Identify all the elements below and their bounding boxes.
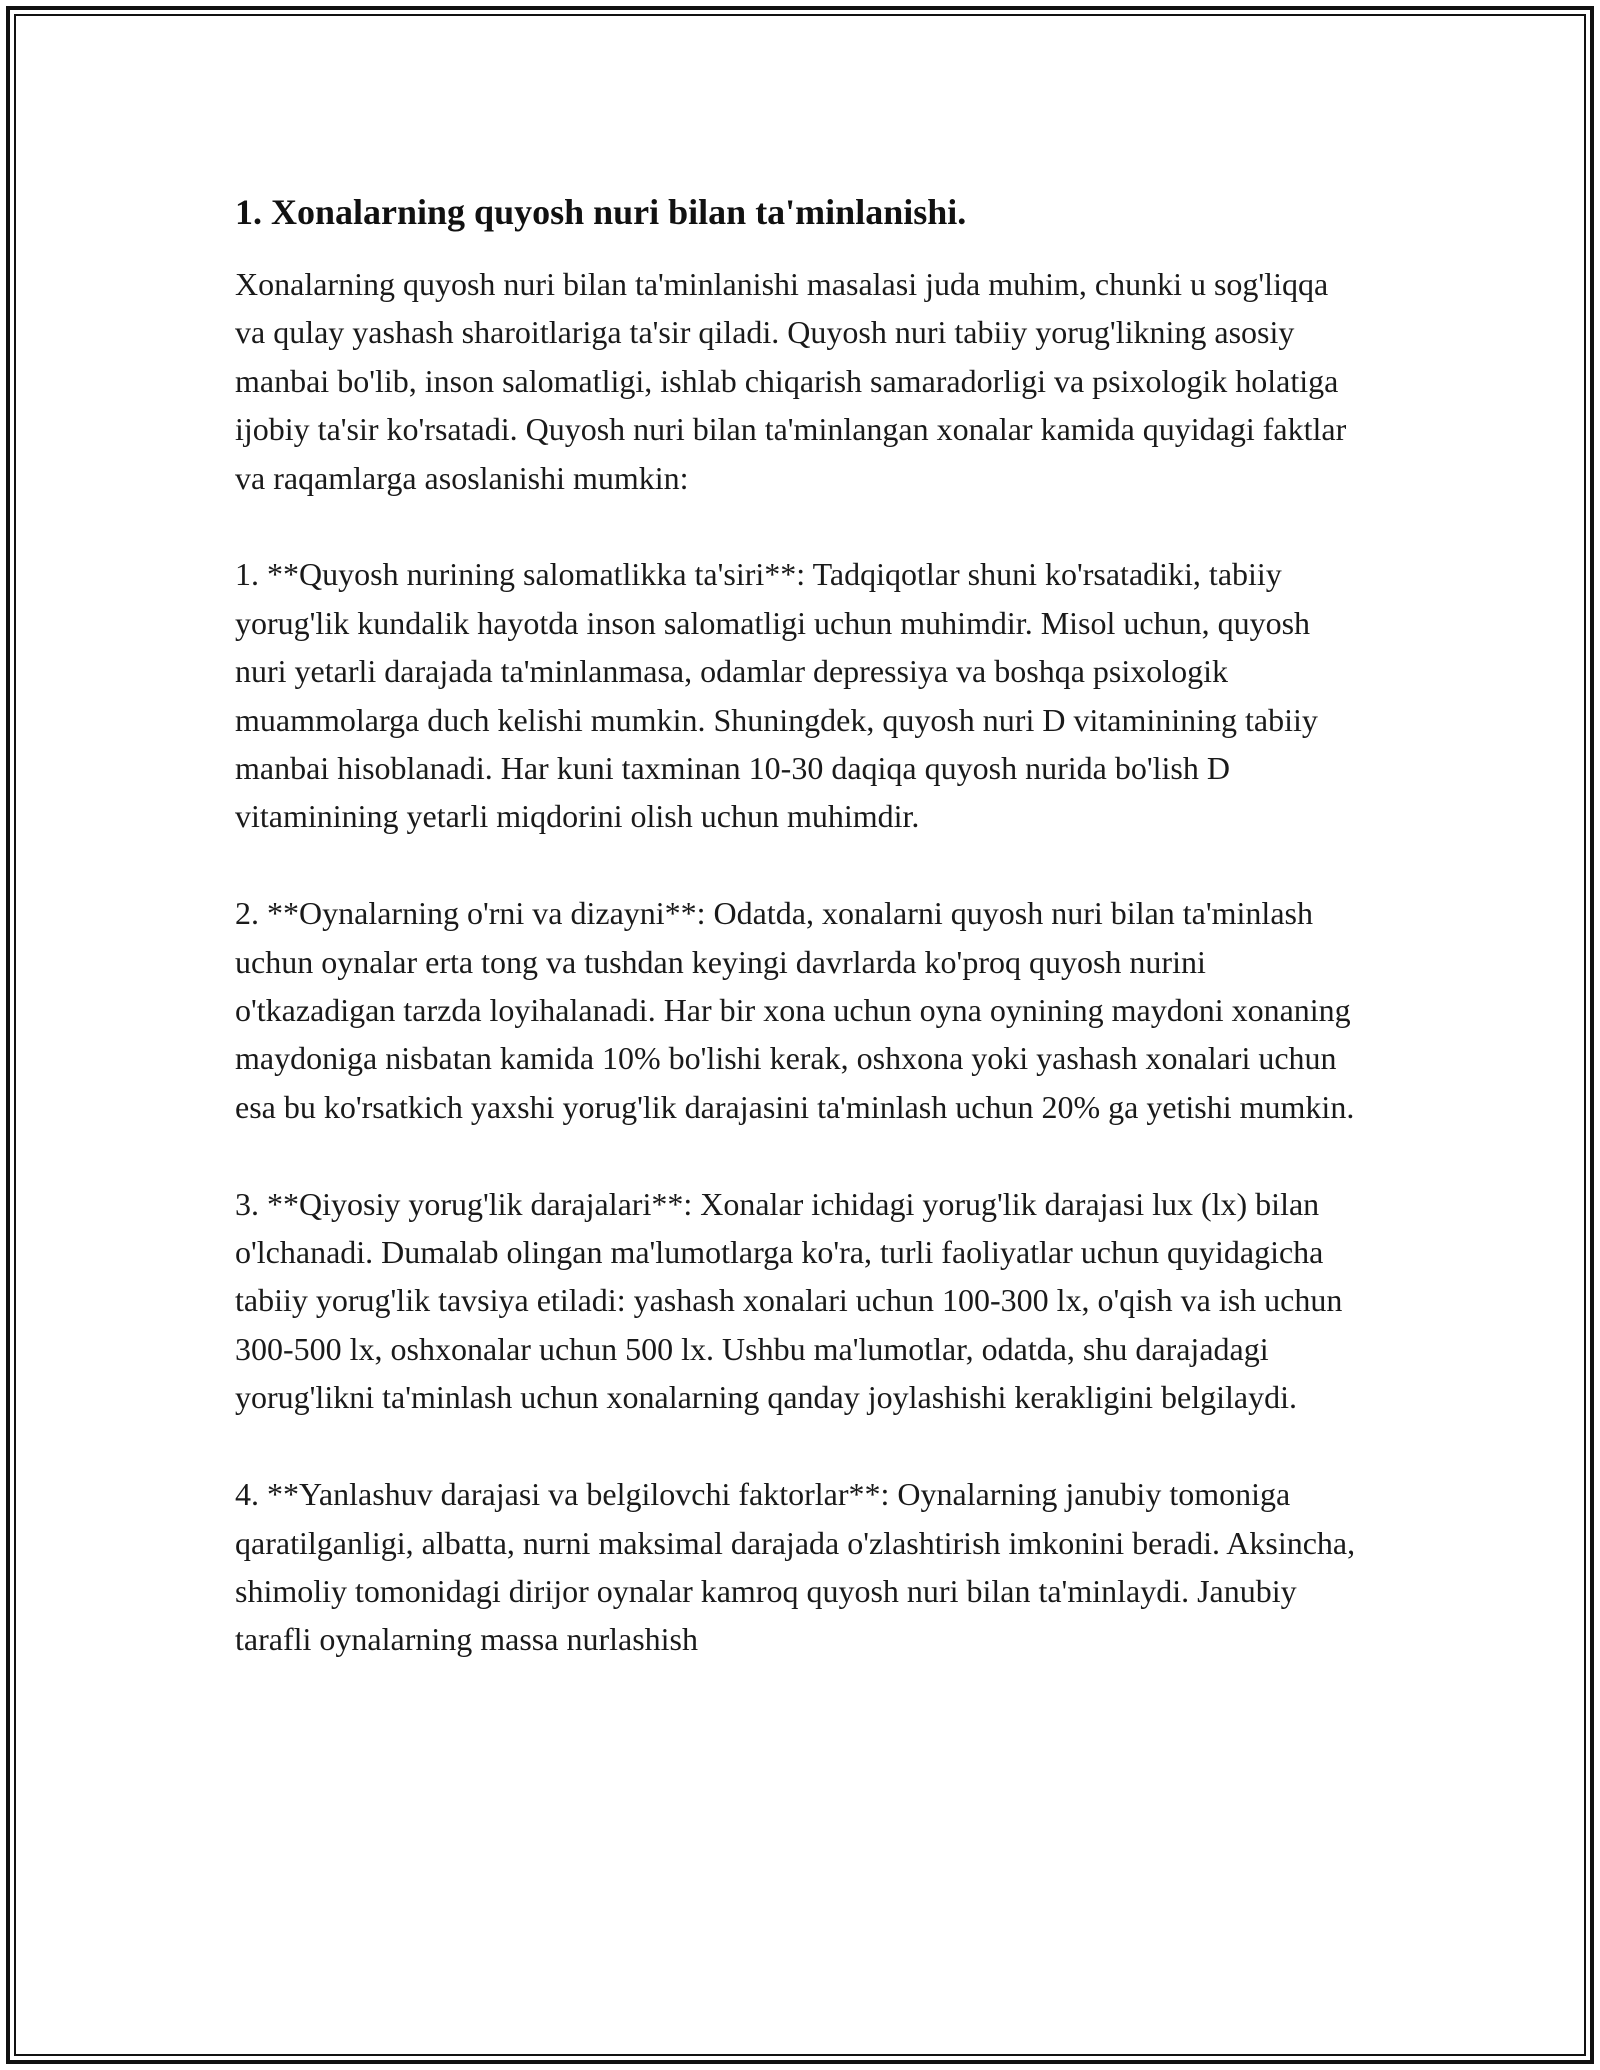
paragraph-light-levels: 3. **Qiyosiy yorug'lik darajalari**: Xonalar ichidagi yorug'lik darajasi lux (lx) bilan o'lchanadi. Dumalab olingan ma'lumotlarga ko'ra, turli faoliyatlar uchun quyidagicha tabiiy yorug'lik tavsiya etiladi: yashash xonalari uchun 100-300 lx, o'qish va ish uchun 300-500 lx, oshxonalar uchun 500 lx. Ushbu ma'lumotlar, odatda, shu darajadagi yorug'likni ta'minlash uchun xonalarning qanday joylashishi kerakligini belgilaydi. [235,1185,1343,1416]
intro-paragraph: Xonalarning quyosh nuri bilan ta'minlanishi masalasi juda muhim, chunki u sog'liqqa va qulay yashash sharoitlariga ta'sir qiladi. Quyosh nuri tabiiy yorug'likning asosiy manbai bo'lib, inson salomatligi, ishlab chiqarish samaradorligi va psixologik holatiga ijobiy ta'sir ko'rsatadi. Quyosh nuri bilan ta'minlangan xonalar kamida quyidagi faktlar va raqamlarga asoslanishi mumkin: [235,266,1347,496]
paragraph-health-effect: 1. **Quyosh nurining salomatlikka ta'siri**: Tadqiqotlar shuni ko'rsatadiki, tabiiy yorug'lik kundalik hayotda inson salomatligi uchun muhimdir. Misol uchun, quyosh nuri yetarli darajada ta'minlanmasa, odamlar depressiya va boshqa psixologik muammolarga duch kelishi mumkin. Shuningdek, quyosh nuri D vitaminining tabiiy manbai hisoblanadi. Har kuni taxminan 10-30 daqiqa quyosh nurida bo'lish D vitaminining yetarli miqdorini olish uchun muhimdir. [235,556,1318,835]
paragraph-window-design: 2. **Oynalarning o'rni va dizayni**: Odatda, xonalarni quyosh nuri bilan ta'minlash uchun oynalar erta tong va tushdan keyingi davrlarda ko'proq quyosh nurini o'tkazadigan tarzda loyihalanadi. Har bir xona uchun oyna oynining maydoni xonaning maydoniga nisbatan kamida 10% bo'lishi kerak, oshxona yoki yashash xonalari uchun esa bu ko'rsatkich yaxshi yorug'lik darajasini ta'minlash uchun 20% ga yetishi mumkin. [235,895,1355,1125]
section-heading: 1. Xonalarning quyosh nuri bilan ta'minlanishi. [235,192,967,232]
paragraph-orientation: 4. **Yanlashuv darajasi va belgilovchi faktorlar**: Oynalarning janubiy tomoniga qaratilganligi, albatta, nurni maksimal darajada o'zlashtirish imkonini beradi. Aksincha, shimoliy tomonidagi dirijor oynalar kamroq quyosh nuri bilan ta'minlaydi. Janubiy tarafli oynalarning massa nurlashish [235,1476,1356,1658]
document-body [235,186,1365,1712]
